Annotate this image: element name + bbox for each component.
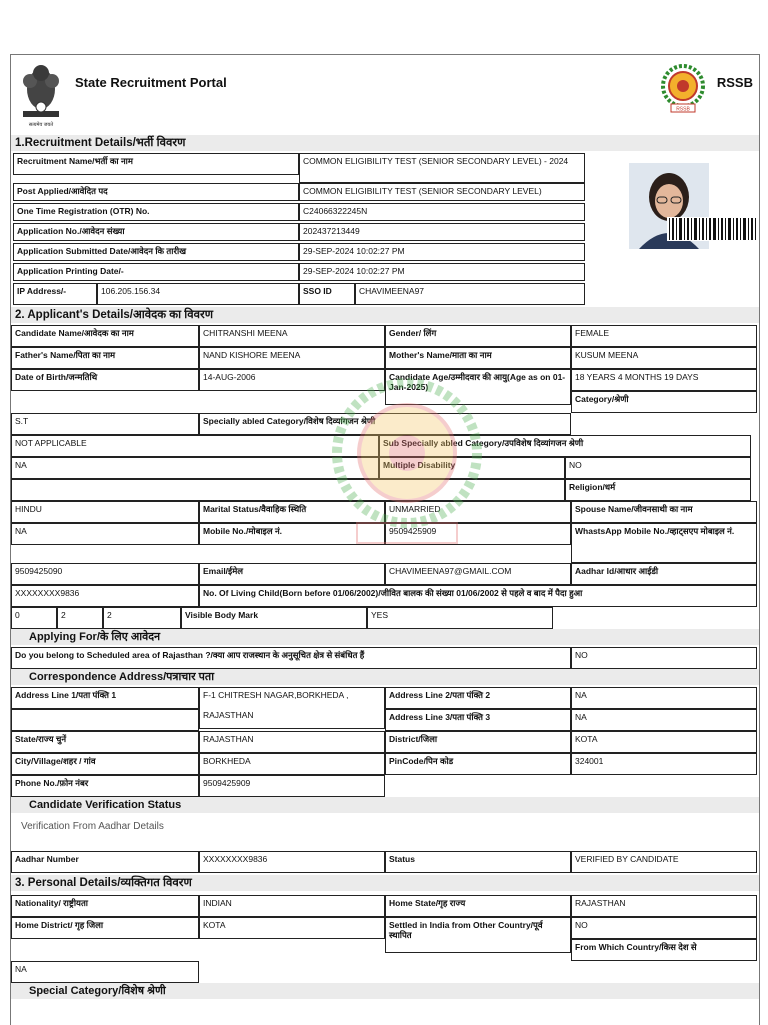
dob-label: Date of Birth/जन्मतिथि bbox=[11, 369, 199, 391]
ip-address-value: 106.205.156.34 bbox=[97, 283, 299, 305]
settled-value: NO bbox=[571, 917, 757, 939]
living-child-value-1: 0 bbox=[11, 607, 57, 629]
status-label: Status bbox=[385, 851, 571, 873]
visible-body-mark-value: YES bbox=[367, 607, 553, 629]
address-line1-text: F-1 CHITRESH NAGAR,BORKHEDA , bbox=[203, 690, 349, 700]
marital-status-value: UNMARRIED bbox=[385, 501, 571, 523]
pincode-label: PinCode/पिन कोड bbox=[385, 753, 571, 775]
home-district-label: Home District/ गृह जिला bbox=[11, 917, 199, 939]
state-value: RAJASTHAN bbox=[199, 731, 385, 753]
father-name-value: NAND KISHORE MEENA bbox=[199, 347, 385, 369]
home-district-value: KOTA bbox=[199, 917, 385, 939]
mobile-value: 9509425909 bbox=[385, 523, 571, 545]
religion-value: HINDU bbox=[11, 501, 199, 523]
printing-date-label: Application Printing Date/- bbox=[13, 263, 299, 281]
application-no-value: 202437213449 bbox=[299, 223, 585, 241]
section-applicant: 2. Applicant's Details/आवेदक का विवरण bbox=[11, 307, 759, 323]
specially-abled-value: NOT APPLICABLE bbox=[11, 435, 379, 457]
sub-specially-abled-label: Sub Specially abled Category/उपविशेष दिव्यांगजन श्रेणी bbox=[379, 435, 751, 457]
living-child-value-2: 2 bbox=[57, 607, 103, 629]
sso-id-label: SSO ID bbox=[299, 283, 355, 305]
category-label: Category/श्रेणी bbox=[571, 391, 757, 413]
dob-value: 14-AUG-2006 bbox=[199, 369, 385, 391]
visible-body-mark-label: Visible Body Mark bbox=[181, 607, 367, 629]
phone-label: Phone No./फ़ोन नंबर bbox=[11, 775, 199, 797]
gender-value: FEMALE bbox=[571, 325, 757, 347]
address-line1-text-2: RAJASTHAN bbox=[203, 710, 254, 720]
multiple-disability-value: NO bbox=[565, 457, 751, 479]
mobile-label: Mobile No./मोबाइल नं. bbox=[199, 523, 385, 545]
application-no-label: Application No./आवेदन संख्या bbox=[13, 223, 299, 241]
address-line3-label: Address Line 3/पता पंक्ति 3 bbox=[385, 709, 571, 731]
section-recruitment: 1.Recruitment Details/भर्ती विवरण bbox=[11, 135, 759, 151]
pincode-value: 324001 bbox=[571, 753, 757, 775]
religion-label: Religion/धर्म bbox=[565, 479, 751, 501]
which-country-value: NA bbox=[11, 961, 199, 983]
marital-status-label: Marital Status/वैवाहिक स्थिति bbox=[199, 501, 385, 523]
nationality-value: INDIAN bbox=[199, 895, 385, 917]
section-personal: 3. Personal Details/व्यक्तिगत विवरण bbox=[11, 875, 759, 891]
mother-name-value: KUSUM MEENA bbox=[571, 347, 757, 369]
aadhar-id-value: XXXXXXXX9836 bbox=[11, 585, 199, 607]
rssb-logo-icon bbox=[659, 60, 707, 116]
address-line1-label: Address Line 1/पता पंक्ति 1 bbox=[11, 687, 199, 709]
status-value: VERIFIED BY CANDIDATE bbox=[571, 851, 757, 873]
city-label: City/Village/शहर / गांव bbox=[11, 753, 199, 775]
verification-source: Verification From Aadhar Details bbox=[21, 821, 164, 832]
age-value: 18 YEARS 4 MONTHS 19 DAYS bbox=[571, 369, 757, 391]
home-state-label: Home State/गृह राज्य bbox=[385, 895, 571, 917]
candidate-name-label: Candidate Name/आवेदक का नाम bbox=[11, 325, 199, 347]
home-state-value: RAJASTHAN bbox=[571, 895, 757, 917]
barcode-icon bbox=[667, 217, 759, 241]
district-value: KOTA bbox=[571, 731, 757, 753]
email-label: Email/ईमेल bbox=[199, 563, 385, 585]
state-label: State/राज्य चुनें bbox=[11, 731, 199, 753]
city-value: BORKHEDA bbox=[199, 753, 385, 775]
living-child-value-3: 2 bbox=[103, 607, 181, 629]
sub-specially-abled-value: NA bbox=[11, 457, 379, 479]
recruitment-name-label: Recruitment Name/भर्ती का नाम bbox=[13, 153, 299, 175]
spouse-name-label: Spouse Name/जीवनसाथी का नाम bbox=[571, 501, 757, 523]
emblem-motto: सत्यमेव जयते bbox=[28, 122, 54, 128]
whatsapp-value: 9509425090 bbox=[11, 563, 199, 585]
address-line1-value bbox=[199, 687, 385, 729]
otr-value: C24066322245N bbox=[299, 203, 585, 221]
multiple-disability-label: Multiple Disability bbox=[379, 457, 565, 479]
aadhar-id-label: Aadhar Id/आधार आईडी bbox=[571, 563, 757, 585]
which-country-label: From Which Country/किस देश से bbox=[571, 939, 757, 961]
phone-value: 9509425909 bbox=[199, 775, 385, 797]
settled-label: Settled in India from Other Country/पूर्व स्थापित bbox=[385, 917, 571, 953]
mother-name-label: Mother's Name/माता का नाम bbox=[385, 347, 571, 369]
gender-label: Gender/ लिंग bbox=[385, 325, 571, 347]
national-emblem-icon bbox=[17, 59, 65, 129]
living-child-label: No. Of Living Child(Born before 01/06/2002)/जीवित बालक की संख्या 01/06/2002 से पहले व बाद में पैदा हुआ bbox=[199, 585, 757, 607]
candidate-name-value: CHITRANSHI MEENA bbox=[199, 325, 385, 347]
father-name-label: Father's Name/पिता का नाम bbox=[11, 347, 199, 369]
blank-row bbox=[11, 479, 565, 501]
address-line3-value: NA bbox=[571, 709, 757, 731]
recruitment-name-value: COMMON ELIGIBILITY TEST (SENIOR SECONDARY LEVEL) - 2024 bbox=[299, 153, 585, 183]
sso-id-value: CHAVIMEENA97 bbox=[355, 283, 585, 305]
blank-cell bbox=[11, 709, 199, 731]
category-value: S.T bbox=[11, 413, 199, 435]
otr-label: One Time Registration (OTR) No. bbox=[13, 203, 299, 221]
ip-address-label: IP Address/- bbox=[13, 283, 97, 305]
logo-text: RSSB bbox=[676, 106, 690, 113]
section-correspondence: Correspondence Address/पत्राचार पता bbox=[11, 669, 759, 685]
address-line2-label: Address Line 2/पता पंक्ति 2 bbox=[385, 687, 571, 709]
aadhar-number-label: Aadhar Number bbox=[11, 851, 199, 873]
nationality-label: Nationality/ राष्ट्रीयता bbox=[11, 895, 199, 917]
section-special-category: Special Category/विशेष श्रेणी bbox=[11, 983, 759, 999]
form-header bbox=[11, 55, 759, 136]
aadhar-number-value: XXXXXXXX9836 bbox=[199, 851, 385, 873]
district-label: District/जिला bbox=[385, 731, 571, 753]
section-verification: Candidate Verification Status bbox=[11, 797, 759, 813]
spouse-name-value: NA bbox=[11, 523, 199, 545]
submitted-date-value: 29-SEP-2024 10:02:27 PM bbox=[299, 243, 585, 261]
portal-title: State Recruitment Portal bbox=[75, 75, 227, 90]
scheduled-area-label: Do you belong to Scheduled area of Rajasthan ?/क्या आप राजस्थान के अनुसूचित क्षेत्र से संबंधित हैं bbox=[11, 647, 571, 669]
post-applied-label: Post Applied/आवेदित पद bbox=[13, 183, 299, 201]
submitted-date-label: Application Submitted Date/आवेदन कि तारीख bbox=[13, 243, 299, 261]
application-form bbox=[10, 54, 760, 1025]
post-applied-value: COMMON ELIGIBILITY TEST (SENIOR SECONDARY LEVEL) bbox=[299, 183, 585, 201]
scheduled-area-value: NO bbox=[571, 647, 757, 669]
printing-date-value: 29-SEP-2024 10:02:27 PM bbox=[299, 263, 585, 281]
org-name: RSSB bbox=[716, 75, 753, 90]
whatsapp-label: WhastsApp Mobile No./व्हाट्सएप मोबाइल नं. bbox=[571, 523, 757, 563]
section-applying-for: Applying For/के लिए आवेदन bbox=[11, 629, 759, 645]
specially-abled-label: Specially abled Category/विशेष दिव्यांगजन श्रेणी bbox=[199, 413, 571, 435]
email-value: CHAVIMEENA97@GMAIL.COM bbox=[385, 563, 571, 585]
address-line2-value: NA bbox=[571, 687, 757, 709]
age-label: Candidate Age/उम्मीदवार की आयु(Age as on 01-Jan-2025) bbox=[385, 369, 571, 405]
